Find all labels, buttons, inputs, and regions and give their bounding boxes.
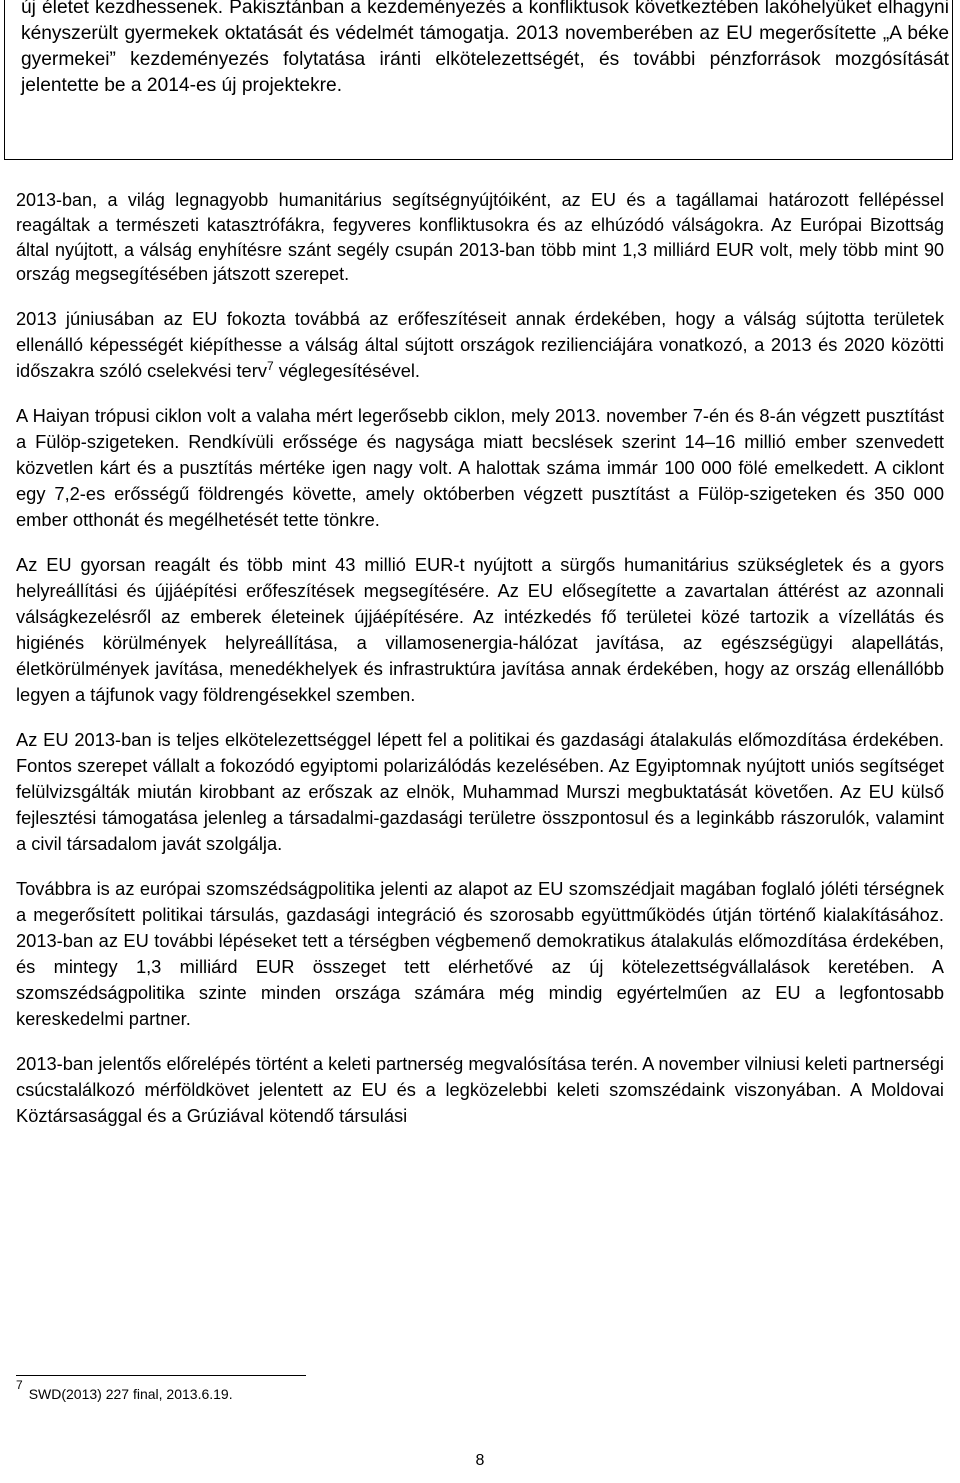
boxed-text-panel (4, 0, 953, 160)
paragraph-humanitarian-aid: 2013-ban, a világ legnagyobb humanitárius segítségnyújtóiként, az EU és a tagállamai határozott fellépéssel reagáltak a természeti katasztrófákra, fegyveres konfliktusokra és az elhúzódó válságokra. Az Európai Bizottság által nyújtott, a válság enyhítésre szánt segély csupán 2013-ban több mint 1,3 milliárd EUR volt, mely több mint 90 ország megsegítésében játszott szerepet. (16, 190, 944, 285)
main-content (16, 188, 944, 1148)
page-number: 8 (475, 1452, 485, 1469)
paragraph-eu-response: Az EU gyorsan reagált és több mint 43 millió EUR-t nyújtott a sürgős humanitárius szükségletek és a gyors helyreállítási és újjáépítési erőfeszítések megsegítésére. Az EU elősegítette a zavartalan áttérést az azonnali válságkezelésről az emberek életeinek újjáépítésére. Az intézkedés fő területei közé tartozik a vízellátás és higiénés körülmények helyreállítása, a villamosenergia-hálózat javítása, az egészségügyi alapellátás, életkörülmények javítása, menedékhelyek és infrastruktúra javítása annak érdekében, hogy az ország ellenállóbb legyen a tájfunok vagy földrengésekkel szemben. (16, 554, 944, 706)
footnote (16, 1378, 233, 1403)
paragraph-neighbourhood-policy: Továbbra is az európai szomszédságpolitika jelenti az alapot az EU szomszédjait magában foglaló jóléti térségnek a megerősített politikai társulás, gazdasági integráció és szorosabb együttműködés útján történő kialakításához. 2013-ban az EU további lépéseket tett a térségben végbemenő demokratikus átalakulás előmozdítása érdekében, és mintegy 1,3 milliárd EUR összeget tett elérhetővé az új kötelezettségvállalások keretében. A szomszédságpolitika szinte minden országa számára még mindig egyértelműen az EU a legfontosabb kereskedelmi partner. (16, 878, 944, 1030)
footnote-reference[interactable]: 7 (266, 359, 274, 374)
footnote-mark: 7 (16, 1378, 23, 1392)
boxed-paragraph: új életet kezdhessenek. Pakisztánban a kezdeményezés a konfliktusok következtében lakóhelyüket elhagyni kényszerült gyermekek oktatását és védelmét támogatja. 2013 novemberében az EU megerősítette „A béke gyermekei” kezdeményezés folytatása iránti elkötelezettségét, és további pénzforrások mozgósítását jelentette be a 2014-es új projektekre. (21, 0, 949, 96)
paragraph-resilience-plan (16, 306, 944, 384)
paragraph-eastern-partnership: 2013-ban jelentős előrelépés történt a keleti partnerség megvalósítása terén. A november vilniusi keleti partnerségi csúcstalálkozó mérföldkövet jelentett az EU és a legközelebbi keleti szomszédaink viszonyában. A Moldovai Köztársasággal és a Grúziával kötendő társulási (16, 1053, 944, 1127)
paragraph-haiyan: A Haiyan trópusi ciklon volt a valaha mért legerősebb ciklon, mely 2013. november 7-én és 8-án végzett pusztítást a Fülöp-szigeteken. Rendkívüli erőssége és nagysága miatt becslések szerint 14–16 millió ember szenvedett közvetlen kárt és a pusztítás mértéke igen nagy volt. A halottak száma immár 100 000 fölé emelkedett. A ciklont egy 7,2-es erősségű földrengés követte, amely októberben végzett pusztítást a Fülöp-szigeteken és 350 000 ember otthonát és megélhetését tette tönkre. (16, 405, 944, 531)
paragraph-resilience-end: véglegesítésével. (273, 360, 420, 382)
footnote-divider (16, 1375, 306, 1376)
footnote-text: SWD(2013) 227 final, 2013.6.19. (28, 1386, 233, 1402)
paragraph-egypt: Az EU 2013-ban is teljes elkötelezettséggel lépett fel a politikai és gazdasági átalakulás előmozdítása érdekében. Fontos szerepet vállalt a fokozódó egyiptomi polarizálódás kezelésében. Az Egyiptomnak nyújtott uniós segítséget felülvizsgálták miután kirobbant az erőszak az elnök, Muhammad Murszi megbuktatását követően. Az EU külső fejlesztési támogatása jelenleg a társadalmi-gazdasági területre összpontosul és a leginkább rászorulók, valamint a civil társadalom javát szolgálja. (16, 729, 944, 855)
paragraph-resilience-text: 2013 júniusában az EU fokozta továbbá az erőfeszítéseit annak érdekében, hogy a válság sújtotta területek ellenálló képességét kiépíthesse a válság által sújtott országok rezilienciájára vonatkozó, a 2013 és 2020 közötti időszakra szóló cselekvési terv (16, 308, 944, 382)
